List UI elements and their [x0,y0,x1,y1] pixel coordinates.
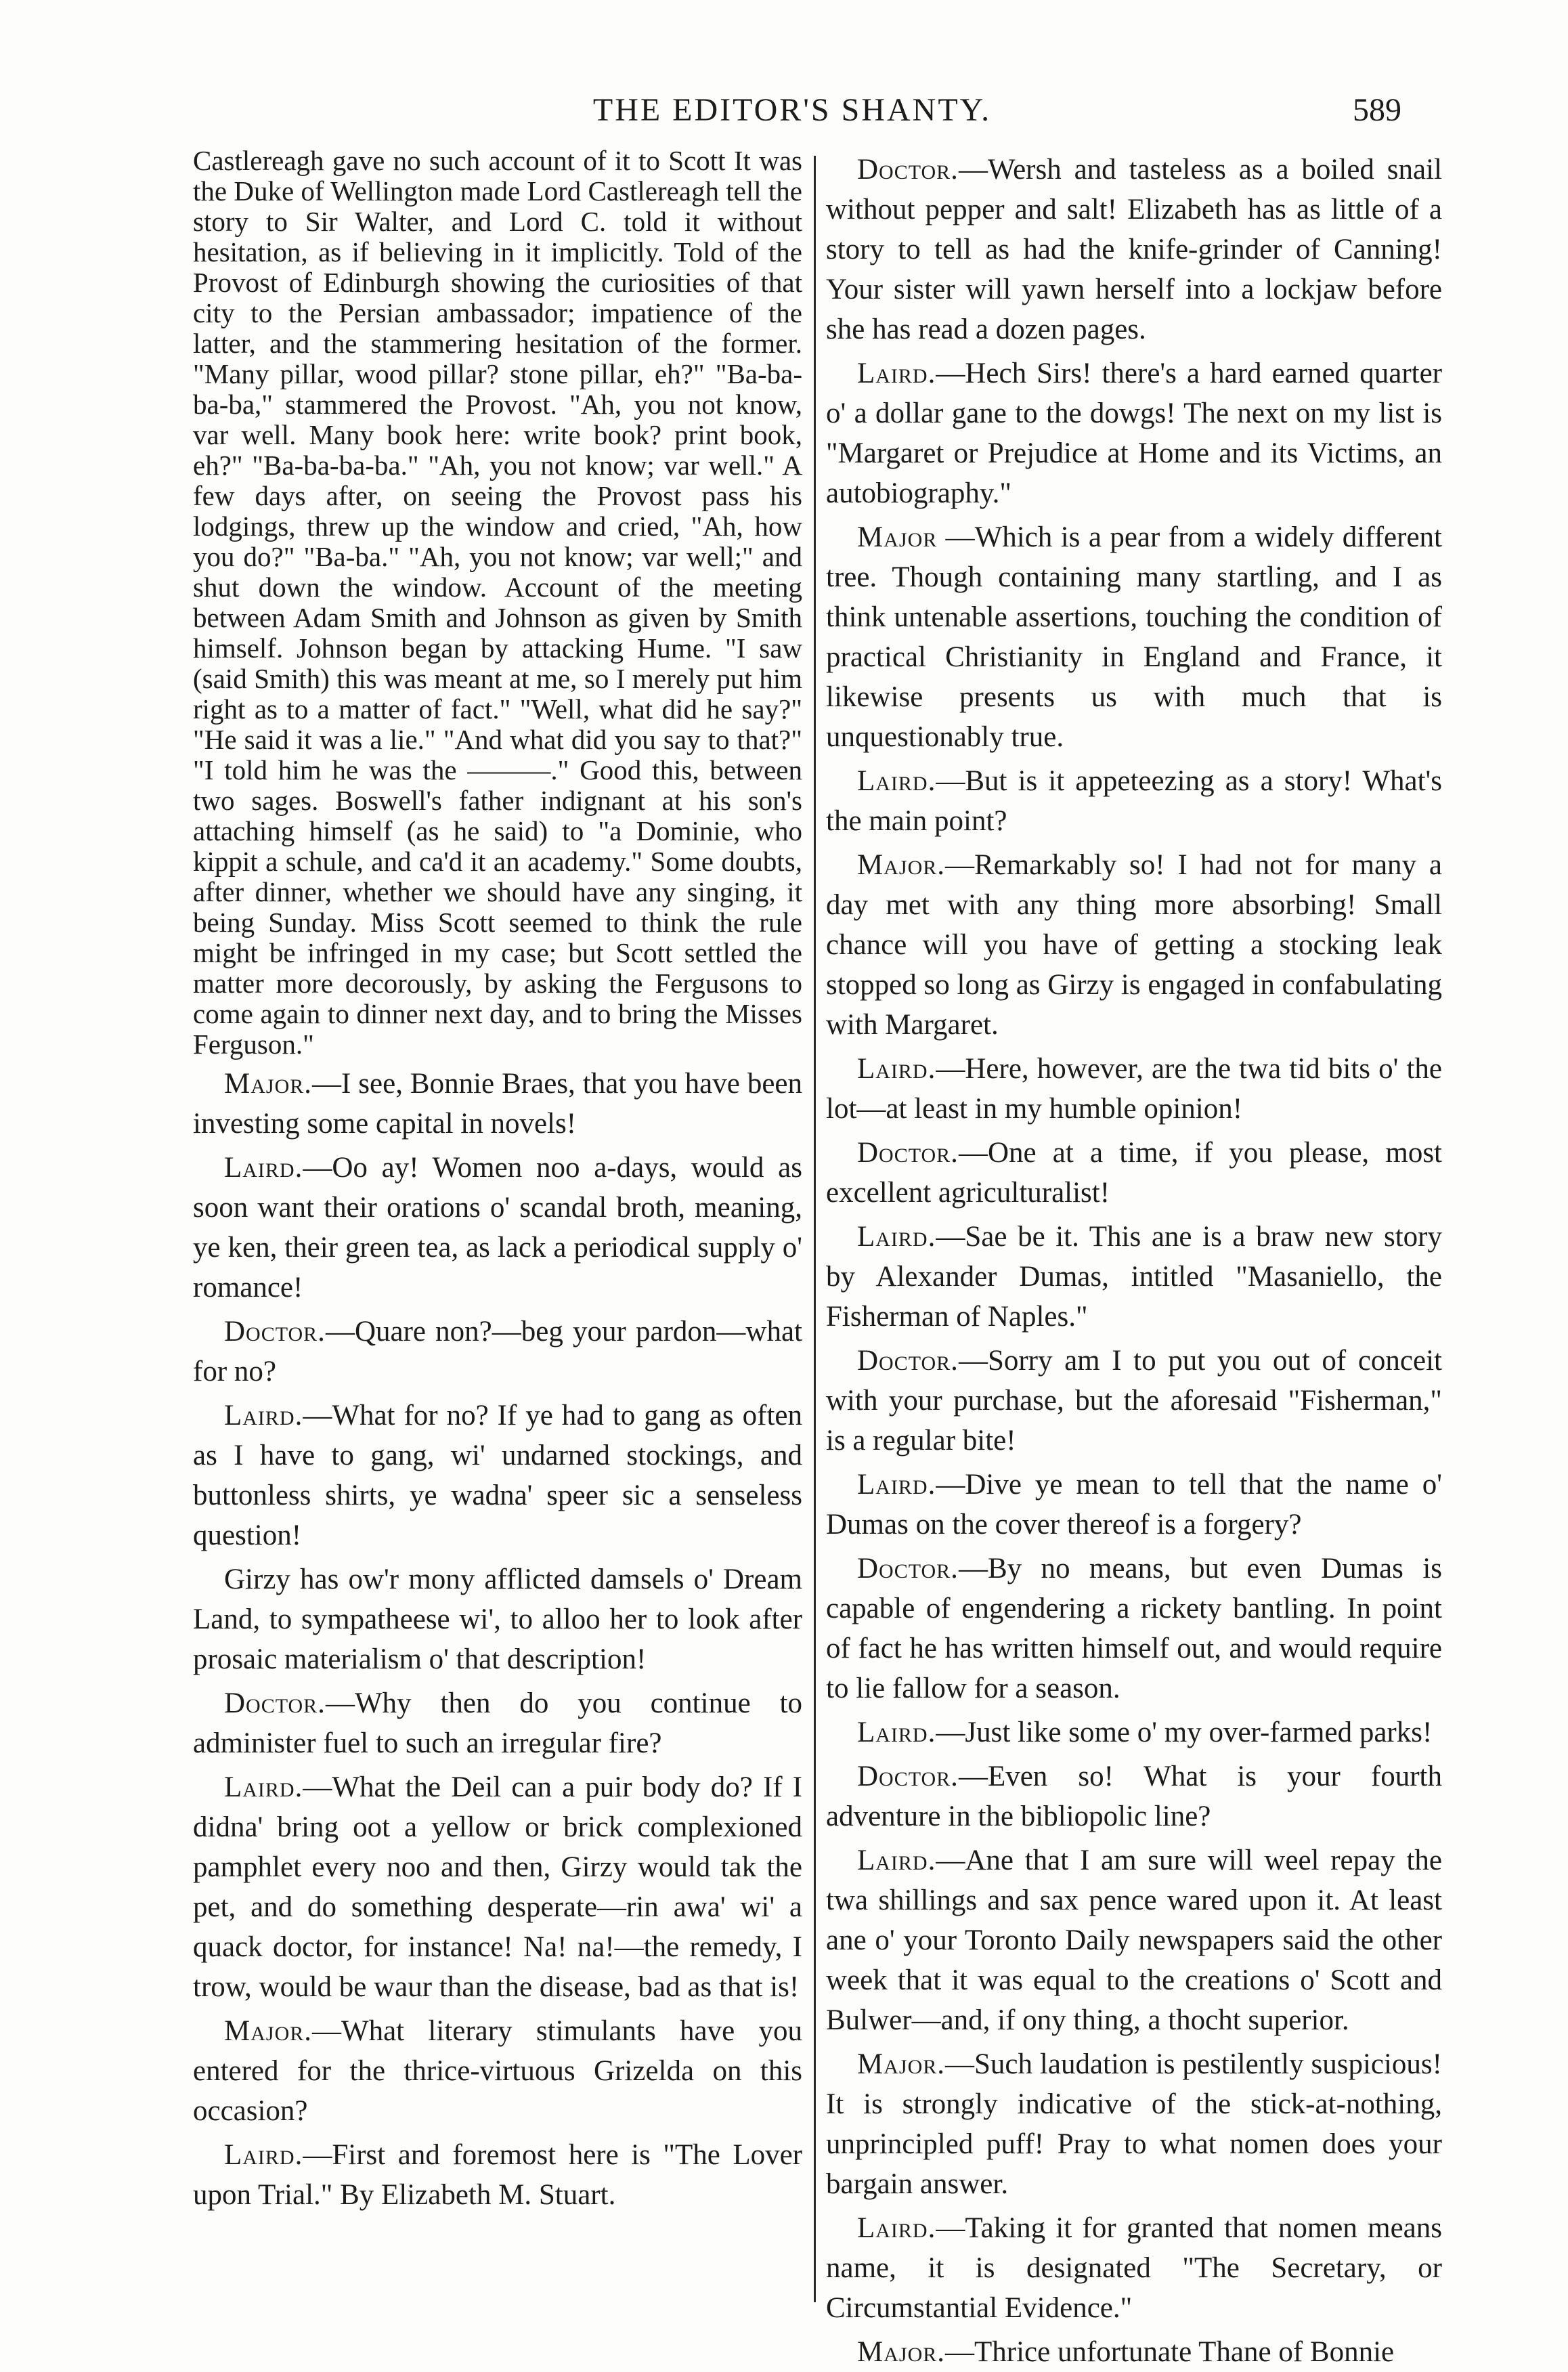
speaker-name: Major. [857,2336,945,2368]
dialogue-paragraph [826,1465,1442,1545]
dialogue-paragraph [826,150,1442,349]
speaker-name: Doctor. [224,1316,326,1347]
dialogue-paragraph [826,2208,1442,2328]
dialogue-paragraph [826,1341,1442,1461]
paragraph-text: —Thrice unfortunate Thane of Bonnie [945,2336,1395,2368]
paragraph-text: —Taking it for granted that nomen means name, it is designated "The Secretary, or Circumstantial Evidence." [826,2212,1442,2324]
speaker-name: Doctor. [857,154,959,186]
speaker-name: Doctor. [857,1761,959,1792]
paragraph-text: Castlereagh gave no such account of it to Scott It was the Duke of Wellington made Lord Castlereagh tell the story to Sir Walter, and Lord C. told it without hesitation, as if believing in it implicitly. Told of the Provost of Edinburgh showing the curiosities of that city to the Persian ambassador; impatience of the latter, and the stammering hesitation of the former. "Many pillar, wood pillar? stone pillar, eh?" "Ba-ba-ba-ba," stammered the Provost. "Ah, you not know, var well. Many book here: write book? print book, eh?" "Ba-ba-ba-ba." "Ah, you not know; var well." A few days after, on seeing the Provost pass his lodgings, threw up the window and cried, "Ah, how you do?" "Ba-ba." "Ah, you not know; var well;" and shut down the window. Account of the meeting between Adam Smith and Johnson as given by Smith himself. Johnson began by attacking Hume. "I saw (said Smith) this was meant at me, so I merely put him right as to a matter of fact." "Well, what did he say?" "He said it was a lie." "And what did you say to that?" "I told him he was the ———." Good this, between two sages. Boswell's father indignant at his son's attaching himself (as he said) to "a Dominie, who kippit a schule, and ca'd it an academy." Some doubts, after dinner, whether we should have any singing, it being Sunday. Miss Scott seemed to think the rule might be infringed in my case; but Scott settled the matter more decorously, by asking the Fergusons to come again to dinner next day, and to bring the Misses Ferguson." [193,145,802,1060]
speaker-name: Laird. [857,2212,936,2244]
dialogue-paragraph [193,1312,802,1392]
page-header [183,87,1401,141]
speaker-name: Laird. [857,1717,936,1748]
speaker-name: Major. [224,1068,312,1100]
column-divider [814,156,816,2302]
dialogue-paragraph [193,1396,802,1555]
right-column [826,146,1442,2368]
paragraph-text: —Why then do you continue to administer fuel to such an irregular fire? [193,1687,802,1759]
speaker-name: Laird. [224,1400,303,1431]
paragraph-text: —First and foremost here is "The Lover upon Trial." By Elizabeth M. Stuart. [193,2139,802,2211]
dialogue-paragraph [826,517,1442,757]
dialogue-paragraph [826,1217,1442,1337]
paragraph-text: —What literary stimulants have you entered for the thrice-virtuous Grizelda on this occasion? [193,2015,802,2127]
speaker-name: Laird. [857,1053,936,1085]
dialogue-paragraph [826,1549,1442,1708]
speaker-name: Laird. [857,1221,936,1253]
paragraph-text: —By no means, but even Dumas is capable of engendering a rickety bantling. In point of fact he has written himself out, and would require to lie fallow for a season. [826,1553,1442,1704]
dialogue-paragraph [826,353,1442,513]
speaker-name: Major. [224,2015,312,2047]
paragraph-text: —Sae be it. This ane is a braw new story by Alexander Dumas, intitled "Masaniello, the Fisherman of Naples." [826,1221,1442,1333]
paragraph-text: —I see, Bonnie Braes, that you have been investing some capital in novels! [193,1068,802,1140]
paragraph-text: —Dive ye mean to tell that the name o' Dumas on the cover thereof is a forgery? [826,1469,1442,1540]
left-column [193,146,802,2306]
paragraph-text: —Such laudation is pestilently suspicious! It is strongly indicative of the stick-at-nothing, unprincipled puff! Pray to what nomen does your bargain answer. [826,2048,1442,2200]
dialogue-paragraph [826,2332,1442,2372]
speaker-name: Laird. [857,765,936,797]
dialogue-paragraph [826,1712,1442,1752]
speaker-name: Laird. [224,1152,303,1184]
paragraph-text: —Ane that I am sure will weel repay the twa shillings and sax pence wared upon it. At least ane o' your Toronto Daily newspapers said the other week that it was equal to the creations o' Scott and Bulwer—and, if ony thing, a thocht superior. [826,1845,1442,2036]
paragraph-text: —Remarkably so! I had not for many a day met with any thing more absorbing! Small chance will you have of getting a stocking leak stopped so long as Girzy is engaged in confabulating with Margaret. [826,849,1442,1041]
paragraph-text: —What for no? If ye had to gang as often as I have to gang, wi' undarned stockings, and buttonless shirts, ye wadna' speer sic a senseless question! [193,1400,802,1551]
page-number: 589 [1353,92,1401,128]
paragraph-text: —What the Deil can a puir body do? If I didna' bring oot a yellow or brick complexioned pamphlet every noo and then, Girzy would tak the pet, and do something desperate—rin awa' wi' a quack doctor, for instance! Na! na!—the remedy, I trow, would be waur than the disease, bad as that is! [193,1771,802,2003]
paragraph-text: —But is it appeteezing as a story! What's the main point? [826,765,1442,837]
text-paragraph [193,146,802,1060]
paragraph-text: —Sorry am I to put you out of conceit with your purchase, but the aforesaid "Fisherman," is a regular bite! [826,1345,1442,1457]
speaker-name: Laird. [857,1469,936,1501]
speaker-name: Doctor. [857,1553,959,1584]
dialogue-paragraph [826,1049,1442,1129]
dialogue-paragraph [826,1756,1442,1836]
dialogue-paragraph [193,2135,802,2215]
paragraph-text: —Even so! What is your fourth adventure in the bibliopolic line? [826,1761,1442,1832]
dialogue-paragraph [193,2011,802,2131]
dialogue-paragraph [826,1840,1442,2040]
dialogue-paragraph [193,1767,802,2007]
dialogue-paragraph [193,1064,802,1144]
paragraph-text: —Oo ay! Women noo a-days, would as soon want their orations o' scandal broth, meaning, ye ken, their green tea, as lack a periodical supply o' romance! [193,1152,802,1303]
paragraph-text: —Which is a pear from a widely different tree. Though containing many startling, and I as think untenable assertions, touching the condition of practical Christianity in England and France, it likewise presents us with much that is unquestionably true. [826,521,1442,753]
paragraph-text: —Here, however, are the twa tid bits o' the lot—at least in my humble opinion! [826,1053,1442,1125]
speaker-name: Major. [857,2048,945,2080]
speaker-name: Doctor. [857,1345,959,1377]
speaker-name: Laird. [857,1845,936,1876]
paragraph-text: —One at a time, if you please, most excellent agriculturalist! [826,1137,1442,1209]
dialogue-paragraph [826,1133,1442,1213]
paragraph-text: —Hech Sirs! there's a hard earned quarter o' a dollar gane to the dowgs! The next on my list is "Margaret or Prejudice at Home and its Victims, an autobiography." [826,358,1442,509]
paragraph-text: —Wersh and tasteless as a boiled snail without pepper and salt! Elizabeth has as little of a story to tell as had the knife-grinder of Canning! Your sister will yawn herself into a lockjaw before she has read a dozen pages. [826,154,1442,345]
paragraph-text: —Just like some o' my over-farmed parks! [936,1717,1433,1748]
dialogue-paragraph [826,845,1442,1045]
speaker-name: Major [857,521,938,553]
dialogue-paragraph [826,761,1442,841]
speaker-name: Laird. [224,2139,303,2171]
speaker-name: Doctor. [224,1687,326,1719]
speaker-name: Doctor. [857,1137,959,1169]
speaker-name: Laird. [224,1771,303,1803]
speaker-name: Major. [857,849,945,881]
paragraph-text: —Quare non?—beg your pardon—what for no? [193,1316,802,1387]
paragraph-text: Girzy has ow'r mony afflicted damsels o' Dream Land, to sympatheese wi', to alloo her to look after prosaic materialism o' that description! [193,1564,802,1675]
dialogue-paragraph [193,1683,802,1763]
dialogue-paragraph [193,1148,802,1308]
speaker-name: Laird. [857,358,936,389]
dialogue-paragraph [826,2044,1442,2204]
running-title: THE EDITOR'S SHANTY. [592,92,992,128]
text-paragraph [193,1559,802,1679]
